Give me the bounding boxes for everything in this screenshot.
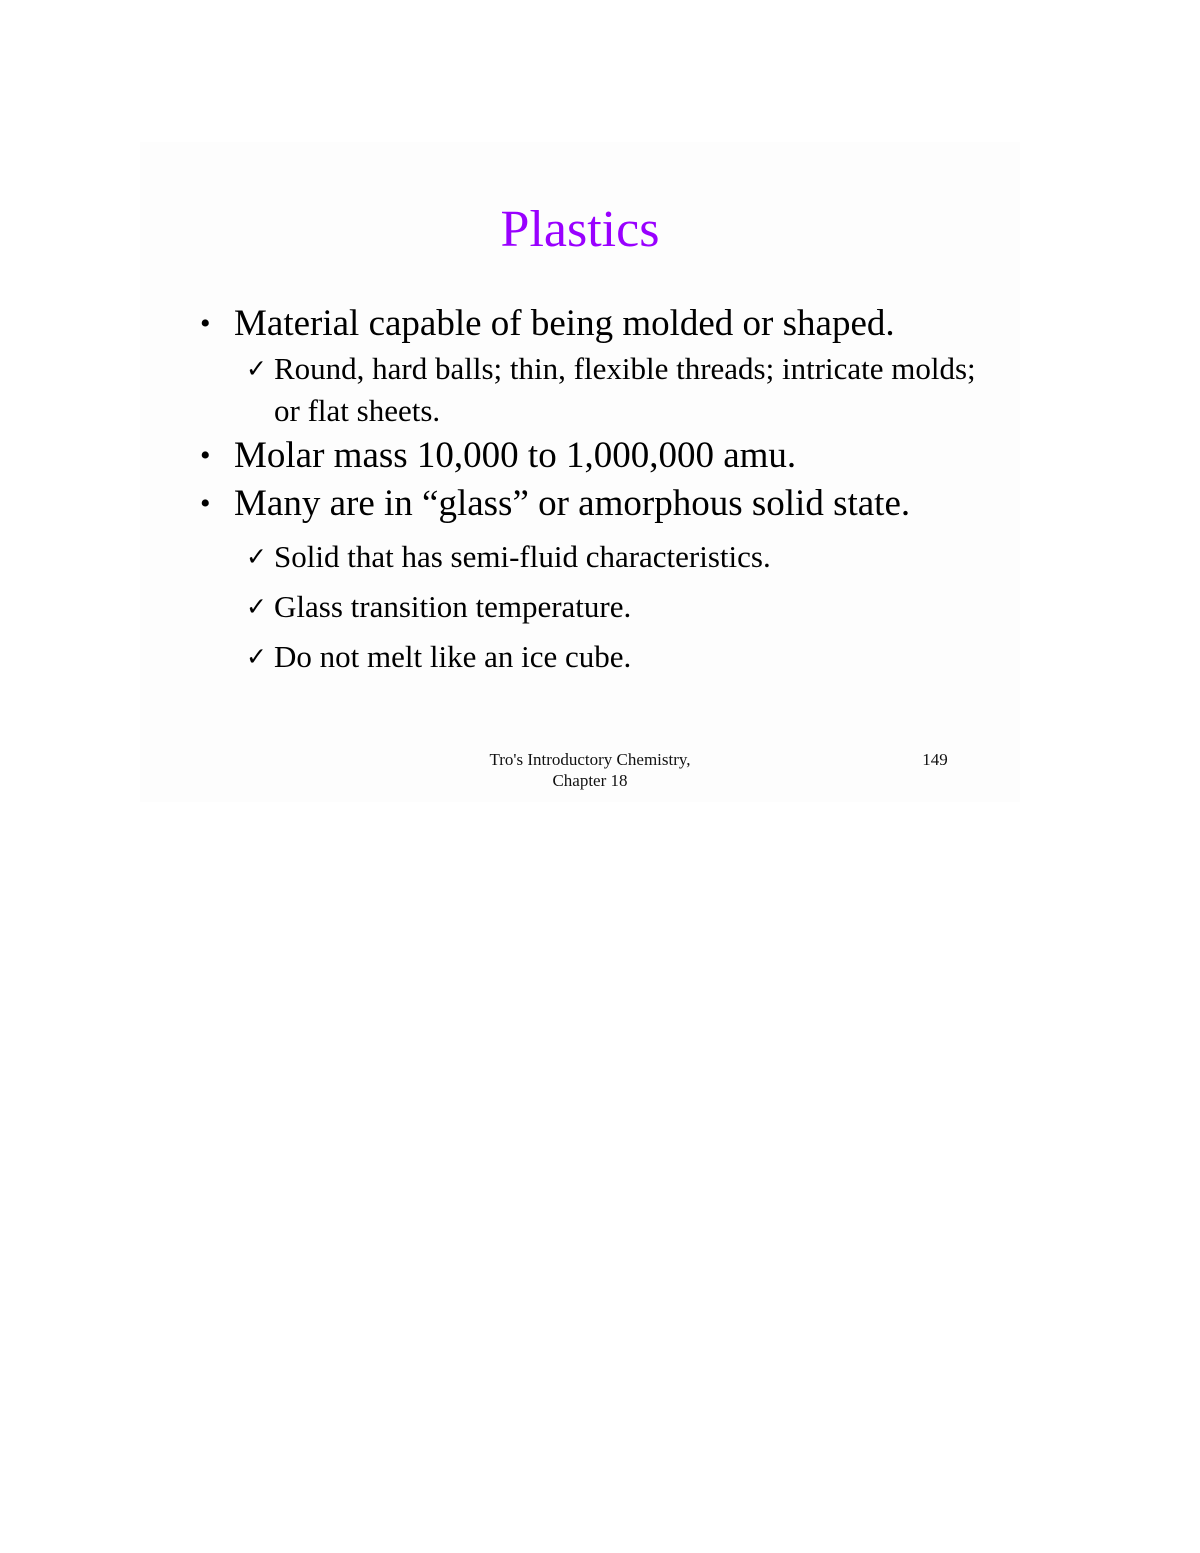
slide-footer-source: [450, 749, 730, 791]
footer-source-line: Tro's Introductory Chemistry,: [489, 750, 691, 769]
checkmark-icon: ✓: [246, 542, 267, 571]
bullet-item: [196, 432, 996, 480]
sub-list-container: [196, 348, 996, 432]
bullet-text: Material capable of being molded or shaped.: [234, 303, 895, 344]
sub-item: [196, 586, 996, 628]
bullet-dot-icon: •: [200, 439, 211, 472]
slide-title: Plastics: [500, 201, 660, 258]
sub-text: Round, hard balls; thin, flexible threads; intricate molds; or flat sheets.: [274, 351, 976, 428]
sub-item: [196, 536, 996, 578]
checkmark-icon: ✓: [246, 354, 267, 383]
bullet-item: [196, 480, 996, 528]
bullet-list: [196, 300, 996, 678]
sub-text: Do not melt like an ice cube.: [274, 639, 632, 674]
checkmark-icon: ✓: [246, 642, 267, 671]
sub-list: [196, 536, 996, 678]
checkmark-icon: ✓: [246, 592, 267, 621]
bullet-dot-icon: •: [200, 487, 211, 520]
bullet-dot-icon: •: [200, 307, 211, 340]
sub-text: Solid that has semi-fluid characteristics.: [274, 539, 771, 574]
sub-list: [196, 348, 996, 432]
sub-text: Glass transition temperature.: [274, 589, 632, 624]
slide-page-number: 149: [922, 750, 948, 769]
sub-list-container: [196, 536, 996, 678]
sub-item: [196, 348, 996, 432]
bullet-text: Many are in “glass” or amorphous solid state.: [234, 483, 911, 524]
footer-chapter-line: Chapter 18: [552, 771, 628, 790]
bullet-item: [196, 300, 996, 348]
sub-item: [196, 636, 996, 678]
bullet-text: Molar mass 10,000 to 1,000,000 amu.: [234, 435, 797, 476]
